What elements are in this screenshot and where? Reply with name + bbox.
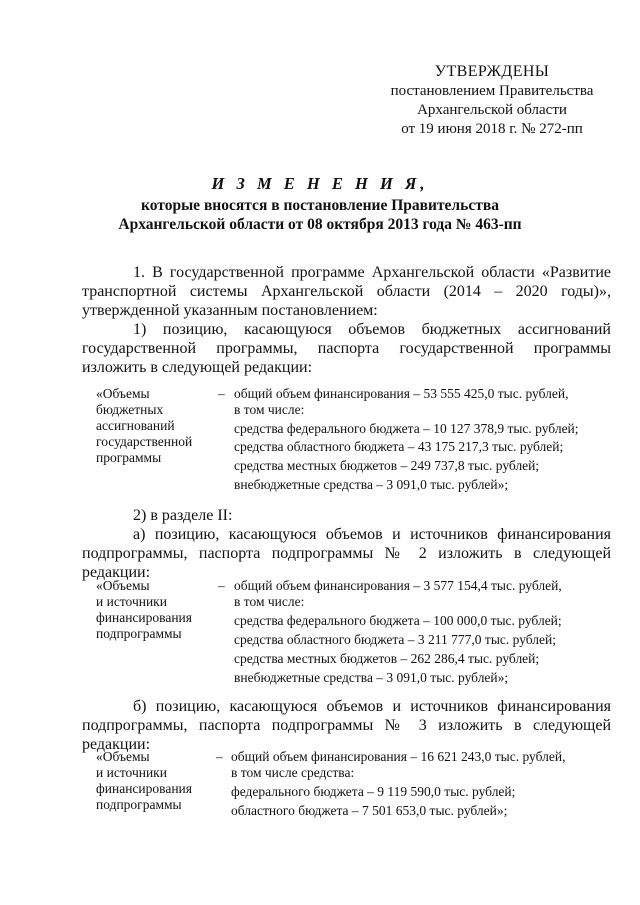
table3-value: в том числе средства: [231,765,355,780]
item-b-line: б) позицию, касающуюся объемов и источников финансирования [133,698,611,715]
table3-dash: – [216,749,223,764]
table1-value: средства федерального бюджета – 10 127 378,9 тыс. рублей; [234,421,579,436]
table1-dash: – [218,386,225,401]
table1-value: общий объем финансирования – 53 555 425,0 тыс. рублей, [234,386,569,401]
table3-value: общий объем финансирования – 16 621 243,0 тыс. рублей, [231,749,566,764]
approval-line: от 19 июня 2018 г. № 272-пп [401,121,583,137]
document-title: И З М Е Н Е Н И Я, [211,174,429,193]
table3-label: «Объемы и источники финансирования подпрограммы [96,749,192,812]
table1-label: «Объемы бюджетных ассигнований государственной программы [96,386,193,465]
table1-value: средства местных бюджетов – 249 737,8 тыс. рублей; [234,458,540,473]
document-subtitle: Архангельской области от 08 октября 2013 года № 463-пп [118,216,522,233]
item1-line: государственной программы, паспорта государственной программы [82,340,611,357]
section1-line: утвержденной указанным постановлением: [82,302,378,319]
table1-value: средства областного бюджета – 43 175 217,3 тыс. рублей; [234,439,564,454]
table3-value: федерального бюджета – 9 119 590,0 тыс. рублей; [231,784,516,799]
item-b-line: подпрограммы, паспорта подпрограммы № 3 изложить в следующей редакции: [82,717,611,753]
approval-line: постановлением Правительства [390,83,594,99]
document-subtitle: которые вносятся в постановление Правительства [141,197,499,214]
item1-line: изложить в следующей редакции: [82,359,313,376]
table2-label: «Объемы и источники финансирования подпрограммы [96,578,192,641]
item-a-line: а) позицию, касающуюся объемов и источников финансирования [133,526,611,543]
table2-value: в том числе: [234,594,305,609]
approval-block [372,62,612,139]
item1-line: 1) позицию, касающуюся объемов бюджетных ассигнований [133,321,611,338]
section1-line: 1. В государственной программе Архангельской области «Развитие [133,264,611,281]
table1-value: внебюджетные средства – 3 091,0 тыс. рублей»; [234,477,509,492]
table3-value: областного бюджета – 7 501 653,0 тыс. рублей»; [231,803,508,818]
approval-line: Архангельской области [417,102,567,118]
table1-value: в том числе: [234,402,305,417]
section2-head: 2) в разделе II: [133,507,233,524]
approval-title: УТВЕРЖДЕНЫ [434,63,550,80]
table2-value: средства областного бюджета – 3 211 777,0 тыс. рублей; [234,632,557,647]
table2-value: внебюджетные средства – 3 091,0 тыс. рублей»; [234,670,509,685]
item-a-line: подпрограммы, паспорта подпрограммы № 2 изложить в следующей редакции: [82,545,611,581]
table2-value: средства местных бюджетов – 262 286,4 тыс. рублей; [234,651,540,666]
table2-value: общий объем финансирования – 3 577 154,4 тыс. рублей, [234,578,562,593]
section1-line: транспортной системы Архангельской области (2014 – 2020 годы)», [82,283,611,300]
table2-dash: – [218,578,225,593]
table2-value: средства федерального бюджета – 100 000,0 тыс. рублей; [234,613,562,628]
